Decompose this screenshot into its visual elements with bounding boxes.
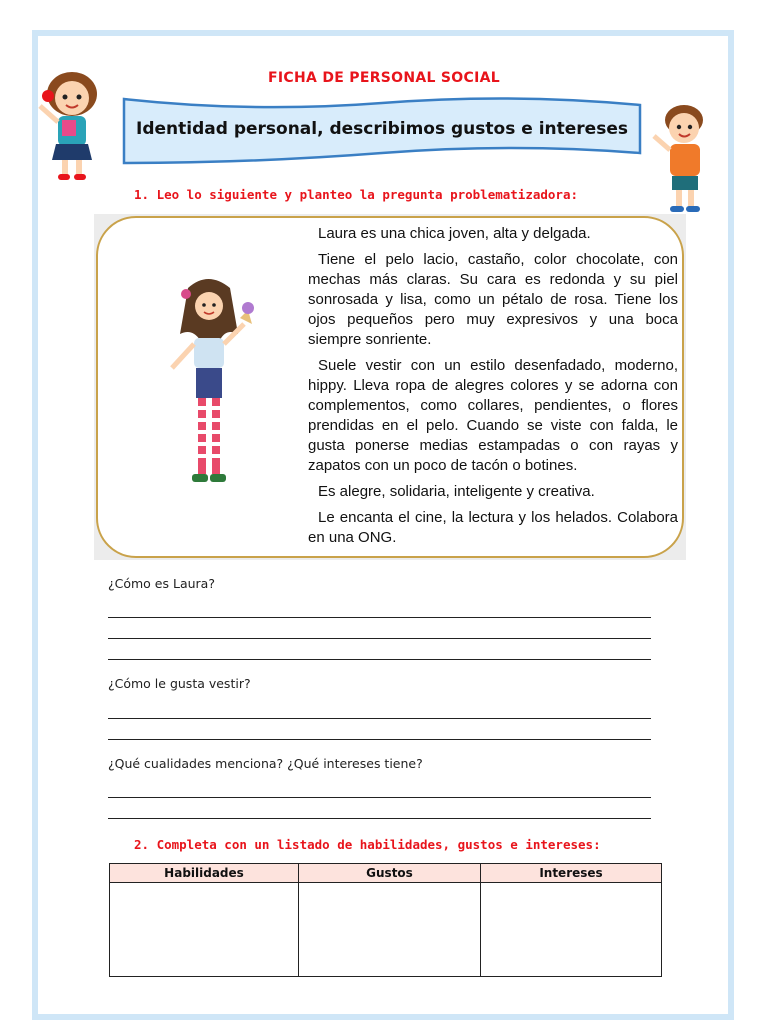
worksheet-subject-label: FICHA DE PERSONAL SOCIAL xyxy=(268,70,500,86)
answer-line[interactable] xyxy=(108,718,651,719)
answer-line[interactable] xyxy=(108,659,651,660)
skills-table xyxy=(109,863,662,977)
table-row xyxy=(110,883,662,977)
section-2-title: 2. Completa con un listado de habilidades, gustos e intereses: xyxy=(134,837,601,852)
boy-mascot-illustration xyxy=(650,100,716,218)
column-header-habilidades: Habilidades xyxy=(110,864,299,883)
question-1: ¿Cómo es Laura? xyxy=(108,576,215,591)
question-3: ¿Qué cualidades menciona? ¿Qué intereses tiene? xyxy=(108,756,423,771)
answer-line[interactable] xyxy=(108,638,651,639)
answer-line[interactable] xyxy=(108,818,651,819)
column-header-intereses: Intereses xyxy=(481,864,662,883)
reading-text xyxy=(308,224,678,554)
reading-card-border xyxy=(96,216,684,558)
laura-illustration xyxy=(160,274,260,504)
answer-line[interactable] xyxy=(108,739,651,740)
answer-line[interactable] xyxy=(108,617,651,618)
reading-paragraph: Le encanta el cine, la lectura y los helados. Colabora en una ONG. xyxy=(308,509,678,546)
answer-line[interactable] xyxy=(108,797,651,798)
column-header-gustos: Gustos xyxy=(299,864,481,883)
reading-paragraph: Suele vestir con un estilo desenfadado, moderno, hippy. Lleva ropa de alegres colores y se adorna con complementos, como collares, pendientes, o flores prendidas en el pelo. Cuando se viste con falda, le gusta ponerse medias estampadas o con rayas y zapatos con un poco de tacón o botines. xyxy=(308,357,678,474)
gustos-cell[interactable] xyxy=(299,883,481,977)
intereses-cell[interactable] xyxy=(481,883,662,977)
reading-card xyxy=(94,214,686,560)
reading-paragraph: Es alegre, solidaria, inteligente y creativa. xyxy=(318,483,595,500)
worksheet-title: Identidad personal, describimos gustos e intereses xyxy=(136,119,628,139)
section-1-title: 1. Leo lo siguiente y planteo la pregunta problematizadora: xyxy=(134,187,579,202)
habilidades-cell[interactable] xyxy=(110,883,299,977)
title-banner xyxy=(122,95,642,167)
question-2: ¿Cómo le gusta vestir? xyxy=(108,676,251,691)
reading-paragraph: Laura es una chica joven, alta y delgada. xyxy=(318,225,591,242)
table-header-row xyxy=(110,864,662,883)
reading-paragraph: Tiene el pelo lacio, castaño, color chocolate, con mechas más claras. Su cara es redonda y su piel sonrosada y lisa, como un pétalo de rosa. Tiene los ojos pequeños pero muy expresivos y una boca siempre sonriente. xyxy=(308,251,678,348)
